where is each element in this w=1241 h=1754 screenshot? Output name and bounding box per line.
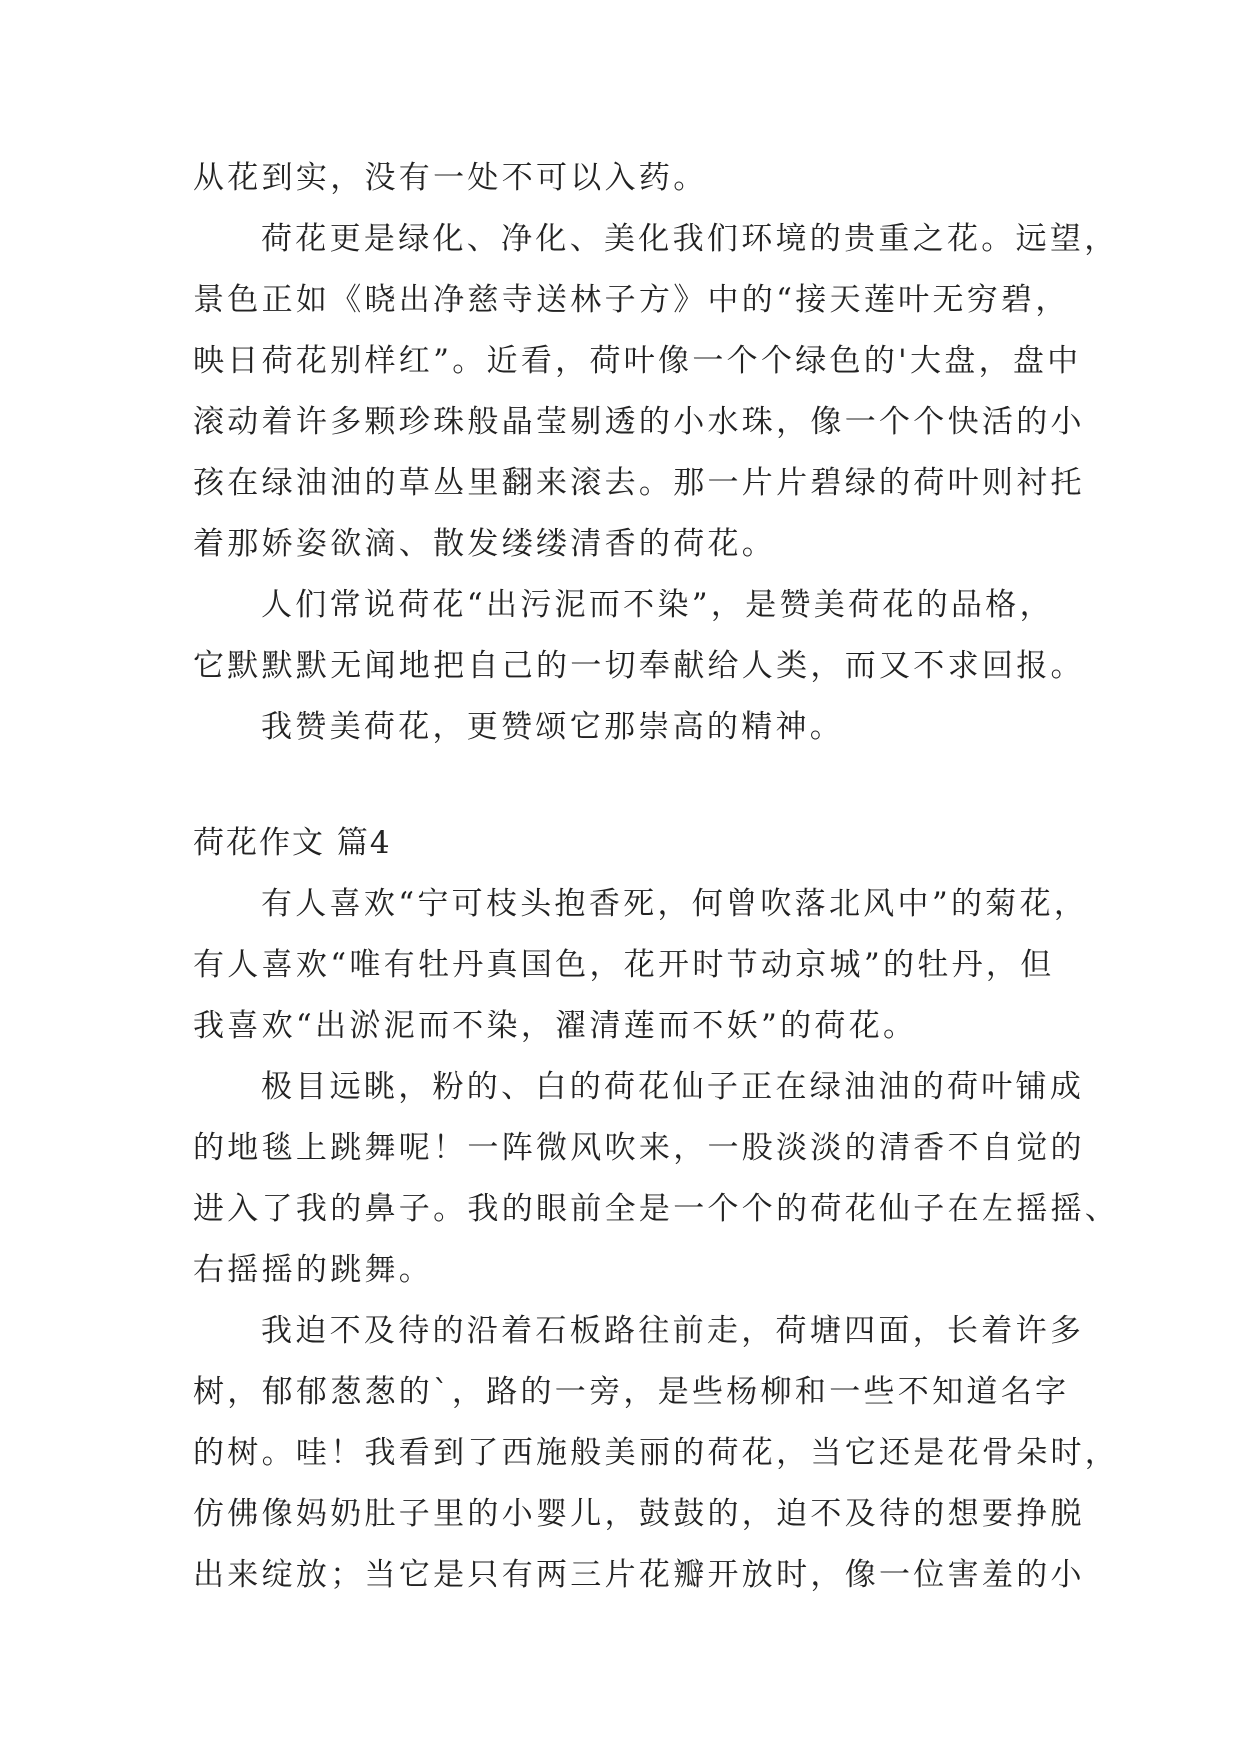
paragraph-line: 从花到实，没有一处不可以入药。 xyxy=(193,160,708,196)
paragraph-line: 我迫不及待的沿着石板路往前走，荷塘四面，长着许多 xyxy=(261,1313,1085,1349)
paragraph-line: 我喜欢“出淤泥而不染，濯清莲而不妖”的荷花。 xyxy=(193,1008,918,1044)
paragraph-line: 孩在绿油油的草丛里翻来滚去。那一片片碧绿的荷叶则衬托 xyxy=(193,465,1085,501)
previous-section xyxy=(193,148,1119,758)
paragraph-line: 人们常说荷花“出污泥而不染”，是赞美荷花的品格， xyxy=(261,587,1054,623)
paragraph-line: 树，郁郁葱葱的`，路的一旁，是些杨柳和一些不知道名字 xyxy=(193,1374,1070,1410)
paragraph-line: 景色正如《晓出净慈寺送林子方》中的“接天莲叶无穷碧， xyxy=(193,282,1070,318)
paragraph-line: 出来绽放；当它是只有两三片花瓣开放时，像一位害羞的小 xyxy=(193,1557,1085,1593)
paragraph-line: 右摇摇的跳舞。 xyxy=(193,1252,434,1288)
paragraph-line: 的地毯上跳舞呢！一阵微风吹来，一股淡淡的清香不自觉的 xyxy=(193,1130,1085,1166)
paragraph-line: 映日荷花别样红”。近看，荷叶像一个个绿色的'大盘，盘中 xyxy=(193,343,1082,379)
paragraph-line: 有人喜欢“宁可枝头抱香死，何曾吹落北风中”的菊花， xyxy=(261,886,1089,922)
paragraph-line: 滚动着许多颗珍珠般晶莹剔透的小水珠，像一个个快活的小 xyxy=(193,404,1085,440)
paragraph-line: 有人喜欢“唯有牡丹真国色，花开时节动京城”的牡丹，但 xyxy=(193,947,1055,983)
document-body xyxy=(193,148,1120,1606)
section-heading: 荷花作文 篇4 xyxy=(193,825,392,861)
paragraph-line: 的树。哇！我看到了西施般美丽的荷花，当它还是花骨朵时， xyxy=(193,1435,1120,1471)
paragraph-line: 它默默默无闻地把自己的一切奉献给人类，而又不求回报。 xyxy=(193,648,1085,684)
paragraph-line: 极目远眺，粉的、白的荷花仙子正在绿油油的荷叶铺成 xyxy=(261,1069,1085,1105)
paragraph-line: 荷花更是绿化、净化、美化我们环境的贵重之花。远望， xyxy=(261,221,1119,257)
paragraph-line: 仿佛像妈奶肚子里的小婴儿，鼓鼓的，迫不及待的想要挣脱 xyxy=(193,1496,1085,1532)
section-4 xyxy=(193,874,1120,1606)
paragraph-line: 进入了我的鼻子。我的眼前全是一个个的荷花仙子在左摇摇、 xyxy=(193,1191,1120,1227)
paragraph-line: 着那娇姿欲滴、散发缕缕清香的荷花。 xyxy=(193,526,777,562)
paragraph-line: 我赞美荷花，更赞颂它那崇高的精神。 xyxy=(261,709,845,745)
